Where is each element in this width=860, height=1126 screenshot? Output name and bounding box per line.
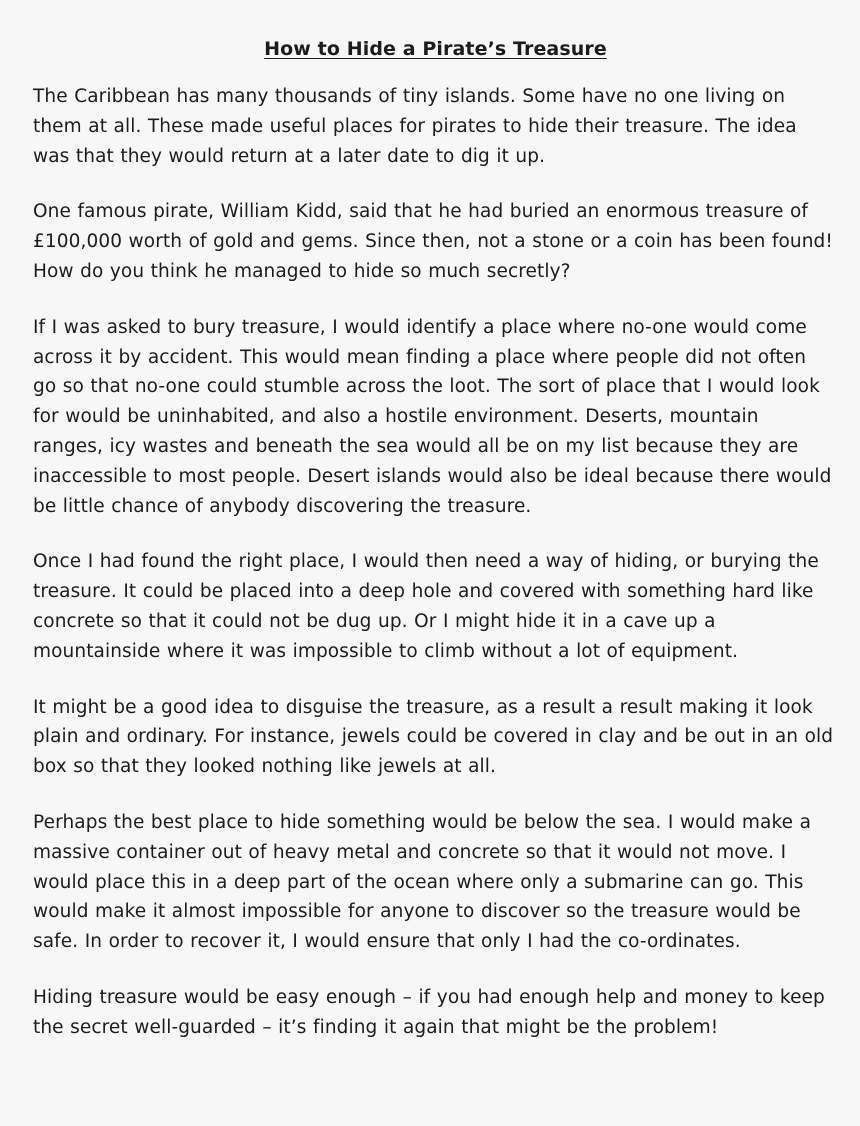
paragraph-intro: The Caribbean has many thousands of tiny islands. Some have no one living on them at all. These made useful places for pirates to hide their treasure. The idea was that they would return at a later date to dig it up.	[33, 86, 797, 167]
paragraph-disguise: It might be a good idea to disguise the treasure, as a result a result making it look plain and ordinary. For instance, jewels could be covered in clay and be out in an old box so that they looked nothing like jewels at all.	[33, 696, 834, 778]
paragraph-conclusion: Hiding treasure would be easy enough – if you had enough help and money to keep the secret well-guarded – it’s finding it again that might be the problem!	[33, 986, 825, 1038]
paragraph-hiding-place: If I was asked to bury treasure, I would identify a place where no-one would come across it by accident. This would mean finding a place where people did not often go so that no-one could stumble across the loot. The sort of place that I would look for would be uninhabited, and also a hostile environment. Deserts, mountain ranges, icy wastes and beneath the sea would all be on my list because they are inaccessible to most people. Desert islands would also be ideal because there would be little chance of anybody discovering the treasure.	[33, 316, 832, 517]
paragraph-burying-method: Once I had found the right place, I would then need a way of hiding, or burying the treasure. It could be placed into a deep hole and covered with something hard like concrete so that it could not be dug up. Or I might hide it in a cave up a mountainside where it was impossible to climb without a lot of equipment.	[33, 551, 819, 662]
paragraph-william-kidd: One famous pirate, William Kidd, said that he had buried an enormous treasure of £100,000 worth of gold and gems. Since then, not a stone or a coin has been found! How do you think he managed to hide so much secretly?	[33, 201, 833, 282]
paragraph-below-the-sea: Perhaps the best place to hide something would be below the sea. I would make a massive container out of heavy metal and concrete so that it would not move. I would place this in a deep part of the ocean where only a submarine can go. This would make it almost impossible for anyone to discover so the treasure would be safe. In order to recover it, I would ensure that only I had the co-ordinates.	[33, 811, 812, 953]
document-title: How to Hide a Pirate’s Treasure	[264, 38, 607, 60]
